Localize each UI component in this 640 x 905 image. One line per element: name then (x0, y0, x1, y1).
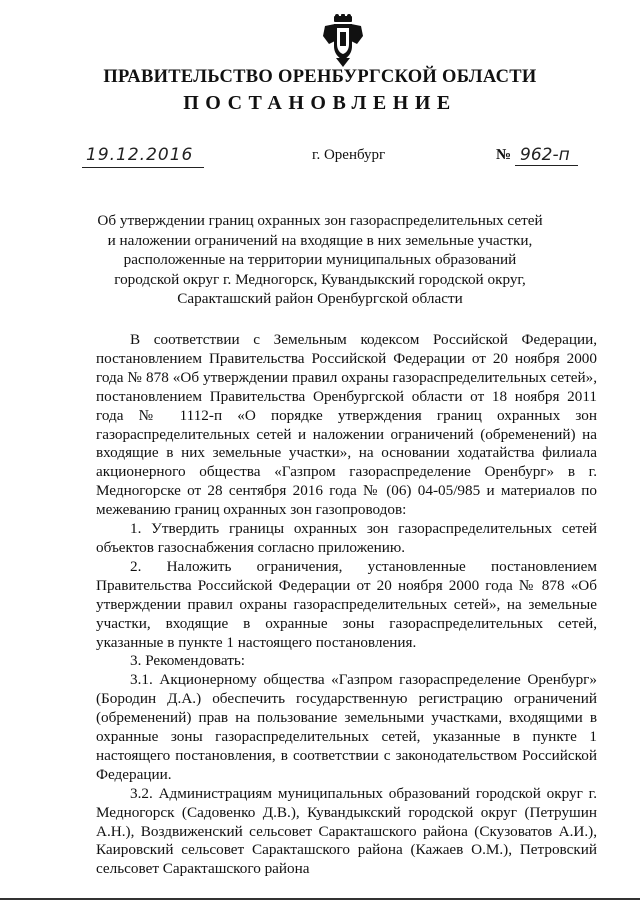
paragraph-item-3-2: 3.2. Администрациям муниципальных образований городской округ г. Медногорск (Садовенко Д.В.), Кувандыкский городской округ (Петрушин А.Н.), Воздвиженский сельсовет Саракташского района (Скузоватов А.И.), Каировский сельсовет Саракташского района (Кажаев О.М.), Петровский сельсовет Саракташского района (96, 784, 597, 878)
number-underline (515, 165, 578, 166)
paragraph-item-1: 1. Утвердить границы охранных зон газораспределительных сетей объектов газоснабжения согласно приложению. (96, 520, 597, 556)
title-line: Саракташский район Оренбургской области (177, 290, 463, 307)
title-line: городской округ г. Медногорск, Кувандыкский городской округ, (114, 270, 526, 288)
organization-name: ПРАВИТЕЛЬСТВО ОРЕНБУРГСКОЙ ОБЛАСТИ (103, 67, 537, 87)
city-label: г. Оренбург (312, 147, 386, 163)
paragraph-item-2: 2. Наложить ограничения, установленные постановлением Правительства Российской Федерации от 20 ноября 2000 года № 878 «Об утверждении правил охраны газораспределительных сетей», на земельные участки, входящие в охранные зоны газораспределительных сетей, указанные в пункте 1 настоящего постановления. (96, 557, 597, 651)
date-field (82, 145, 204, 168)
paragraph-item-3-1: 3.1. Акционерному общества «Газпром газораспределение Оренбург» (Бородин Д.А.) обеспечить государственную регистрацию ограничений (обременений) прав на пользование земельными участками, входящими в охранные зоны газораспределительных сетей, указанные в пункте 1 настоящего постановления, в соответствии с законодательством Российской Федерации. (96, 671, 597, 783)
document-number-field (496, 145, 580, 167)
title-line: и наложении ограничений на входящие в них земельные участки, (107, 231, 533, 249)
number-sign: № (496, 147, 512, 163)
handwritten-number: 962-п (520, 145, 570, 165)
paragraph-item-3: 3. Рекомендовать: (130, 652, 245, 670)
title-line: расположенные на территории муниципальных образований (123, 251, 517, 268)
handwritten-date: 19.12.2016 (86, 145, 194, 165)
document-type: ПОСТАНОВЛЕНИЕ (183, 92, 457, 114)
document-title (60, 211, 580, 309)
paragraph-preamble: В соответствии с Земельным кодексом Российской Федерации, постановлением Правительства Российской Федерации от 20 ноября 2000 года № 878 «Об утверждении правил охраны газораспределительных сетей», постановлением Правительства Оренбургской области от 18 ноября 2011 года № 1112-п «О порядке утверждения границ охранных зон газораспределительных сетей и наложении ограничений (обременений) на входящие в них земельные участки», на основании ходатайства филиала акционерного общества «Газпром газораспределение Оренбург» в г. Медногорске от 28 сентября 2016 года № (06) 04-05/985 и материалов по межеванию границ охранных зон газопроводов: (96, 331, 597, 519)
document-body (96, 331, 597, 879)
coat-of-arms-emblem (321, 14, 365, 68)
scan-edge-line (0, 898, 640, 900)
title-line: Об утверждении границ охранных зон газораспределительных сетей (97, 212, 543, 229)
